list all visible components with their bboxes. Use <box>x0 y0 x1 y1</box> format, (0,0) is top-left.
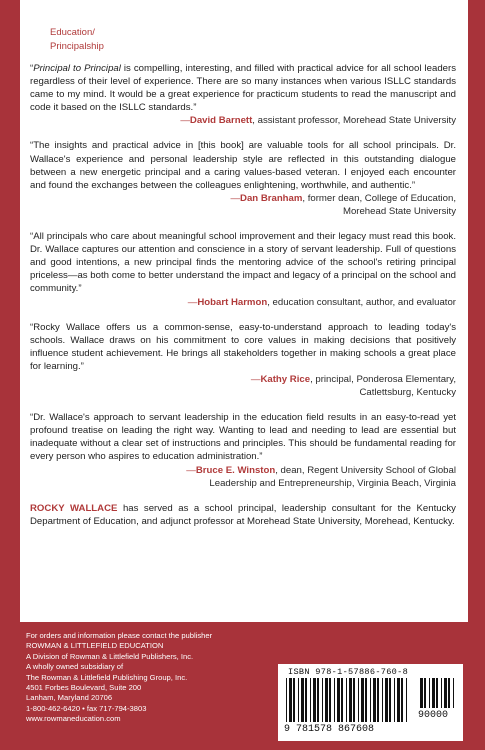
barcode-bar <box>401 678 403 722</box>
quote-text: “All principals who care about meaningful school improvement and their legacy must read this book. Dr. Wallace captures our attention and conscience in a story of servant leadership. Full of questions and good intentions, a new principal finds the mentoring advice of the school's retiring principal priceless—as both come to better understand the impact and legacy of a principal on the school and community.” <box>30 231 456 295</box>
barcode-bar <box>286 678 287 722</box>
barcode-bar <box>341 678 343 722</box>
barcode-bar <box>365 678 367 722</box>
ean-barcode <box>284 678 412 724</box>
barcode-bar <box>322 678 323 722</box>
attribution: —Kathy Rice, principal, Ponderosa Elementary, Catlettsburg, Kentucky <box>250 373 456 399</box>
endorser-name: Bruce E. Winston <box>195 464 276 476</box>
endorsement-5 <box>30 411 456 490</box>
barcode-bar <box>385 678 388 722</box>
barcode-bar <box>377 678 379 722</box>
barcode-bar <box>325 678 328 722</box>
barcode-bar <box>424 678 426 708</box>
quote-text: “Dr. Wallace's approach to servant leadership in the education field results in an easy-to-read yet profound treatise on leading the right way. Wanting to lead and needing to lead are essential but inadequate without a clear set of instructions and principles. This should be fundamental reading for every person who aspires to education administration.” <box>30 412 456 463</box>
endorsements <box>30 62 456 528</box>
book-title: Principal to Principal <box>33 63 121 74</box>
endorser-name: David Barnett <box>189 115 253 127</box>
barcode-bar <box>317 678 319 722</box>
barcode-bar <box>289 678 292 722</box>
endorser-name: Hobart Harmon <box>197 296 268 308</box>
barcode-bar <box>305 678 307 722</box>
barcode-bar <box>358 678 359 722</box>
endorsement-1 <box>30 62 456 127</box>
barcode-bar <box>436 678 438 708</box>
endorser-name: Dan Branham <box>240 192 303 204</box>
ean-digits: 9 781578 867608 <box>284 724 375 735</box>
barcode-bar <box>432 678 435 708</box>
endorsement-3 <box>30 230 456 309</box>
quote-text: “The insights and practical advice in [this book] are valuable tools for all school principals. Dr. Wallace's experience and personal leadership style are reflected in this outstanding dialogue between a new energetic principal and a caring values-based veteran. I enjoyed each encounter and found the exchanges between the colleagues enlightening, worthwhile, and authentic.” <box>30 140 456 191</box>
barcode-bar <box>346 678 347 722</box>
isbn-text: ISBN 978-1-57886-760-8 <box>288 667 409 677</box>
barcode-bar <box>453 678 454 708</box>
barcode-bar <box>298 678 299 722</box>
price-code: 90000 <box>418 710 449 721</box>
barcode-bar <box>373 678 376 722</box>
back-cover-panel <box>20 0 468 622</box>
barcode-bar <box>382 678 383 722</box>
price-barcode <box>418 678 458 710</box>
barcode-bar <box>349 678 352 722</box>
barcode-bar <box>397 678 400 722</box>
attribution: —Bruce E. Winston, dean, Regent University School of Global Leadership and Entrepreneurship, Virginia Beach, Virginia <box>186 464 456 489</box>
barcode-bar <box>441 678 442 708</box>
barcode-bar <box>313 678 316 722</box>
category-label: Education/ Principalship <box>50 27 104 52</box>
barcode-bar <box>334 678 335 722</box>
endorser-name: Kathy Rice <box>260 373 311 385</box>
barcode-bar <box>310 678 311 722</box>
quote-text: “Rocky Wallace offers us a common-sense, easy-to-understand approach to leading today's schools. Wallace draws on his commitment to core values in making decisions that positively influence student achievement. He brings all stakeholders together in making schools a great place for learning.” <box>30 321 456 372</box>
barcode-bar <box>337 678 340 722</box>
endorsement-2 <box>30 139 456 218</box>
barcode-bar <box>370 678 371 722</box>
barcode-bar <box>429 678 430 708</box>
attribution: —Dan Branham, former dean, College of Education, Morehead State University <box>230 192 456 217</box>
barcode-box <box>278 664 463 741</box>
barcode-bar <box>353 678 355 722</box>
barcode-bar <box>293 678 295 722</box>
barcode-bar <box>301 678 304 722</box>
barcode-bar <box>389 678 391 722</box>
barcode-bar <box>394 678 395 722</box>
barcode-bar <box>448 678 450 708</box>
barcode-bar <box>420 678 423 708</box>
publisher-info: For orders and information please contact the publisher ROWMAN & LITTLEFIELD EDUCATION A Division of Rowman & Littlefield Publishers, Inc. A wholly owned subsidiary of The Rowman & Littlefield Publishing Group, Inc. 4501 Forbes Boulevard, Suite 200 Lanham, Maryland 20706 1-800-462-6420 • fax 717-794-3803 www.rowmaneducation.com <box>26 631 276 725</box>
publisher-website: www.rowmaneducation.com <box>26 714 121 724</box>
attribution: —David Barnett, assistant professor, Morehead State University <box>180 115 456 127</box>
author-name: ROCKY WALLACE <box>30 502 118 514</box>
barcode-bar <box>406 678 407 722</box>
barcode-bar <box>361 678 364 722</box>
quote-text: “Principal to Principal is compelling, interesting, and filled with practical advice for all school leaders regardless of their level of experience. There are so many instances when various ISLLC standards came to my mind. It would be a great experience for practicum students to read the manuscript and code it based on the ISLLC standards.” <box>30 63 456 114</box>
attribution: —Hobart Harmon, education consultant, author, and evaluator <box>187 296 456 308</box>
barcode-bar <box>444 678 447 708</box>
barcode-bar <box>329 678 331 722</box>
endorsement-4 <box>30 321 456 400</box>
author-bio: ROCKY WALLACE has served as a school principal, leadership consultant for the Kentucky Department of Education, and adjunct professor at Morehead State University, Morehead, Kentucky. <box>30 502 456 527</box>
